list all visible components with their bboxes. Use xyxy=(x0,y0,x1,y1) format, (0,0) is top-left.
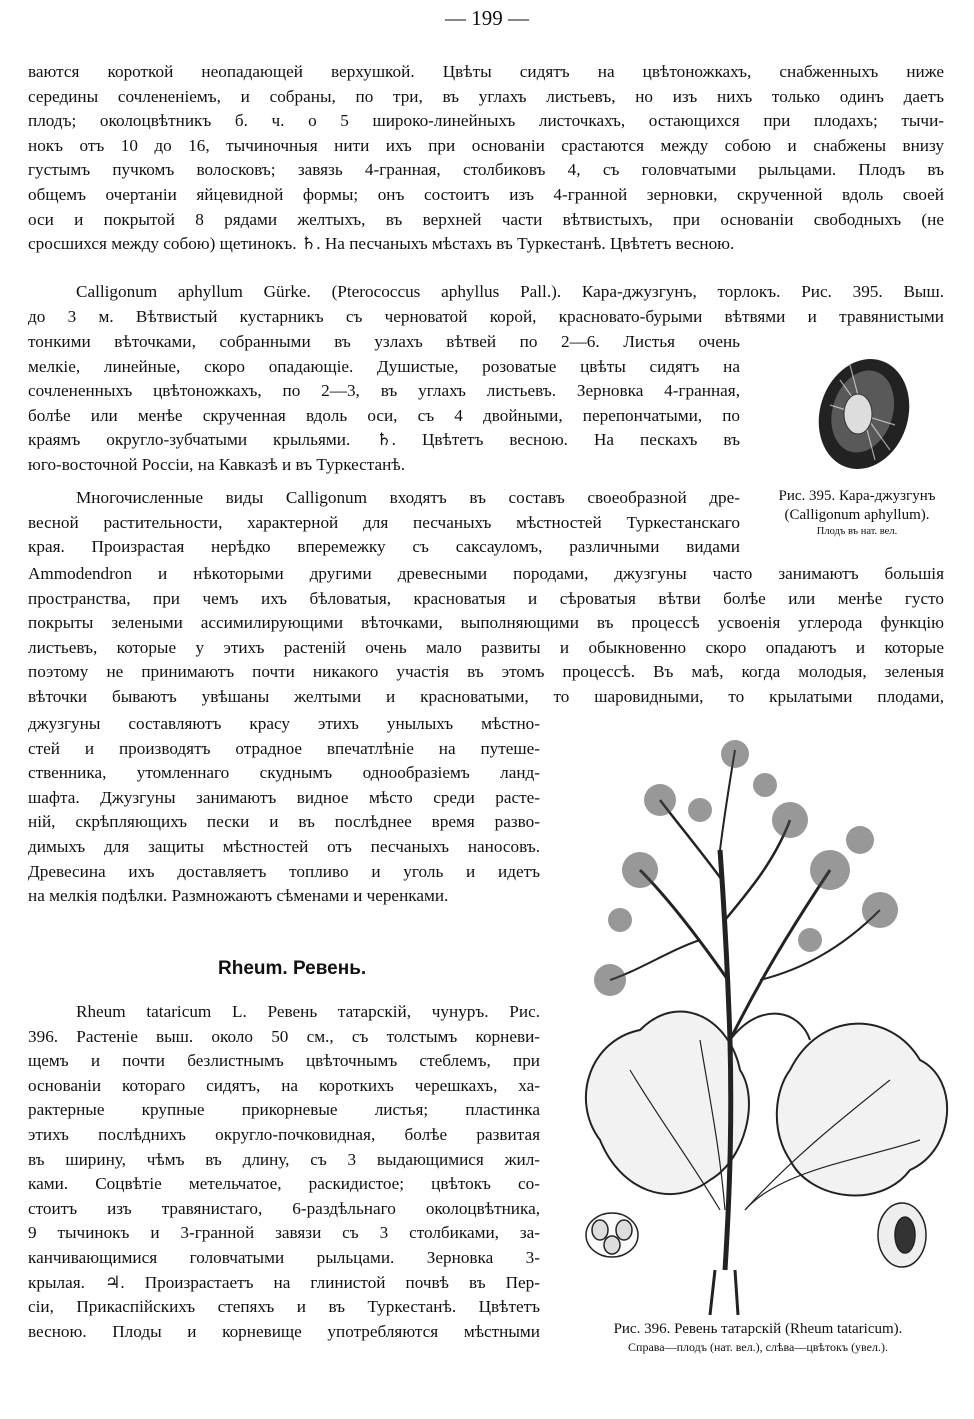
paragraph-2-narrow xyxy=(28,330,740,478)
section-heading: Rheum. Ревень. xyxy=(218,958,367,979)
paragraph-3-wide xyxy=(28,562,944,710)
text-line: тонкими вѣточками, собранными въ узлахъ вѣтвей по 2—6. Листья очень xyxy=(28,332,740,351)
paragraph-4-column xyxy=(28,1000,540,1344)
text-line: середины сочлененiемъ, и собраны, по три, въ углахъ листьевъ, но изъ нихъ только одинъ даетъ xyxy=(28,86,944,106)
fig396-illustration xyxy=(560,740,970,1315)
species-title-line: Calligonum aphyllum Gürke. (Pterococcus aphyllus Pall.). Кара-джузгунъ, торлокъ. Рис. 395. Выш. xyxy=(76,282,944,301)
text-line: основанiи котораго сидятъ, на короткихъ черешкахъ, ха- xyxy=(28,1075,540,1095)
fig395-caption-line1: Рис. 395. Кара-джузгунъ xyxy=(778,488,936,504)
text-line: на мелкiя подѣлки. Размножаютъ сѣменами и черенками. xyxy=(28,886,449,906)
text-line: шафта. Джузгуны занимаютъ видное мѣсто среди расте- xyxy=(28,787,540,807)
text-line: края. Произрастая нерѣдко вперемежку съ саксауломъ, различными видами xyxy=(28,537,740,557)
text-line: ственника, утомленнаго скуднымъ однообразiемъ ланд- xyxy=(28,763,540,783)
text-line: стоитъ изъ травянистаго, 6-раздѣльнаго околоцвѣтника, xyxy=(28,1198,540,1218)
text-line: пространства, при чемъ ихъ бѣловатыя, красноватыя и сѣроватыя вѣтви болѣе или менѣе густо xyxy=(28,588,944,608)
text-line: Многочисленные виды Calligonum входятъ въ составъ своеобразной дре- xyxy=(76,488,740,507)
text-line: Древесина ихъ доставляетъ топливо и уголь и идетъ xyxy=(28,861,540,881)
text-line: плодъ; околоцвѣтникъ б. ч. о 5 широко-линейныхъ листочкахъ, остающихся при плодахъ; тычи- xyxy=(28,111,944,131)
text-line: ками. Соцвѣтiе метельчатое, раскидистое; цвѣтокъ со- xyxy=(28,1174,540,1194)
text-line: стей и производятъ отрадное впечатлѣнiе на путеше- xyxy=(28,738,540,758)
text-line: Ammodendron и нѣкоторыми другими древесными породами, джузгуны часто занимаютъ большiя xyxy=(28,564,944,583)
text-line: весною. Плоды и корневище употребляются мѣстными xyxy=(28,1321,540,1341)
fig396-caption-line2: Справа—плодъ (нат. вел.), слѣва—цвѣтокъ (увел.). xyxy=(628,1340,888,1354)
text-line: сочлененныхъ цвѣтоножкахъ, по 2—3, въ углахъ листьевъ. Зерновка 4-гранная, xyxy=(28,381,740,401)
text-line: оси и покрытой 8 рядами желтыхъ, въ верхней части вѣтвистыхъ, при основанiи свободныхъ (не xyxy=(28,209,944,229)
text-line: болѣе или менѣе скрученная вдоль оси, съ 4 двойными, перепончатыми, по xyxy=(28,405,740,425)
text-line: сросшихся между собою) щетинокъ. ♄. На песчаныхъ мѣстахъ въ Туркестанѣ. Цвѣтетъ весною. xyxy=(28,234,735,254)
text-line: крылая. ♃. Произрастаетъ на глинистой почвѣ въ Пер- xyxy=(28,1272,540,1292)
paragraph-1 xyxy=(28,60,944,257)
text-line: 9 тычинокъ и 3-гранной завязи съ 3 столбиками, за- xyxy=(28,1223,540,1243)
text-line: сiи, Прикаспiйскихъ степяхъ и въ Туркестанѣ. Цвѣтетъ xyxy=(28,1297,540,1317)
species-title-line: Rheum tataricum L. Ревень татарскiй, чунуръ. Рис. xyxy=(76,1002,540,1021)
text-line: рактерные крупные прикорневые листья; пластинка xyxy=(28,1100,540,1120)
paragraph-3-column xyxy=(28,712,540,909)
paragraph-3-narrow xyxy=(28,486,740,560)
text-line: весной растительности, характерной для песчаныхъ мѣстностей Туркестанскаго xyxy=(28,512,740,532)
text-line: краямъ округло-зубчатыми крыльями. ♄. Цвѣтетъ весною. На пескахъ въ xyxy=(28,430,740,450)
fig396-caption-line1: Рис. 396. Ревень татарскiй (Rheum tataricum). xyxy=(613,1321,903,1337)
page-number: — 199 — xyxy=(445,6,529,30)
text-line: юго-восточной Россiи, на Кавказѣ и въ Туркестанѣ. xyxy=(28,454,405,474)
text-line: этихъ послѣднихъ округло-почковидная, болѣе развитая xyxy=(28,1124,540,1144)
text-line: густымъ пучкомъ волосковъ; завязь 4-гранная, столбиковъ 4, съ головчатыми рыльцами. Плодъ въ xyxy=(28,160,944,180)
text-line: 396. Растенiе выш. около 50 см., съ толстымъ корневи- xyxy=(28,1026,540,1046)
fig395-caption-line2: (Calligonum aphyllum). xyxy=(784,507,930,523)
text-line: листьевъ, которые у этихъ растенiй очень мало развиты и обыкновенно скоро опадаютъ и которые xyxy=(28,637,944,657)
text-line: до 3 м. Вѣтвистый кустарникъ съ черноватой корой, красновато-бурыми вѣтвями и травянистыми xyxy=(28,306,944,326)
text-line: щемъ и почти безлистнымъ цвѣточнымъ стеблемъ, при xyxy=(28,1051,540,1071)
text-line: димыхъ для защиты мѣстностей отъ песчаныхъ наносовъ. xyxy=(28,836,540,856)
text-line: мелкiе, линейные, скоро опадающiе. Душистые, розоватые цвѣты сидятъ на xyxy=(28,356,740,376)
text-line: въ ширину, чѣмъ въ длину, съ 3 выдающимися жил- xyxy=(28,1149,540,1169)
text-line: джузгуны составляютъ красу этихъ унылыхъ мѣстно- xyxy=(28,714,540,733)
fig395-caption xyxy=(752,487,962,538)
text-line: общемъ очертанiи яйцевидной формы; онъ состоитъ изъ 4-гранной зерновки, скрученной вдоль своей xyxy=(28,184,944,204)
text-line: ваются короткой неопадающей верхушкой. Цвѣты сидятъ на цвѣтоножкахъ, снабженныхъ ниже xyxy=(28,62,944,81)
text-line: канчивающимися головчатыми рыльцами. Зерновка 3- xyxy=(28,1247,540,1267)
text-line: вѣточки бываютъ увѣшаны желтыми и красноватыми, то шаровидными, то крылатыми плодами, xyxy=(28,686,944,706)
text-line: нокъ отъ 10 до 16, тычиночныя нити ихъ при основанiи срастаются между собою и снабжены внизу xyxy=(28,135,944,155)
fig396-caption xyxy=(568,1320,948,1355)
fig395-illustration xyxy=(800,350,930,475)
fig395-caption-line3: Плодъ въ нат. вел. xyxy=(816,526,898,537)
text-line: нiй, скрѣпляющихъ пески и въ послѣднее время разво- xyxy=(28,812,540,832)
paragraph-2-wide xyxy=(28,280,944,329)
text-line: покрыты зелеными ассимилирующими вѣточками, выполняющими въ процессѣ усвоенiя углерода функцiю xyxy=(28,613,944,633)
text-line: поэтому не принимаютъ почти никакого участiя въ этомъ процессѣ. Въ маѣ, когда молодыя, зеленыя xyxy=(28,662,944,682)
